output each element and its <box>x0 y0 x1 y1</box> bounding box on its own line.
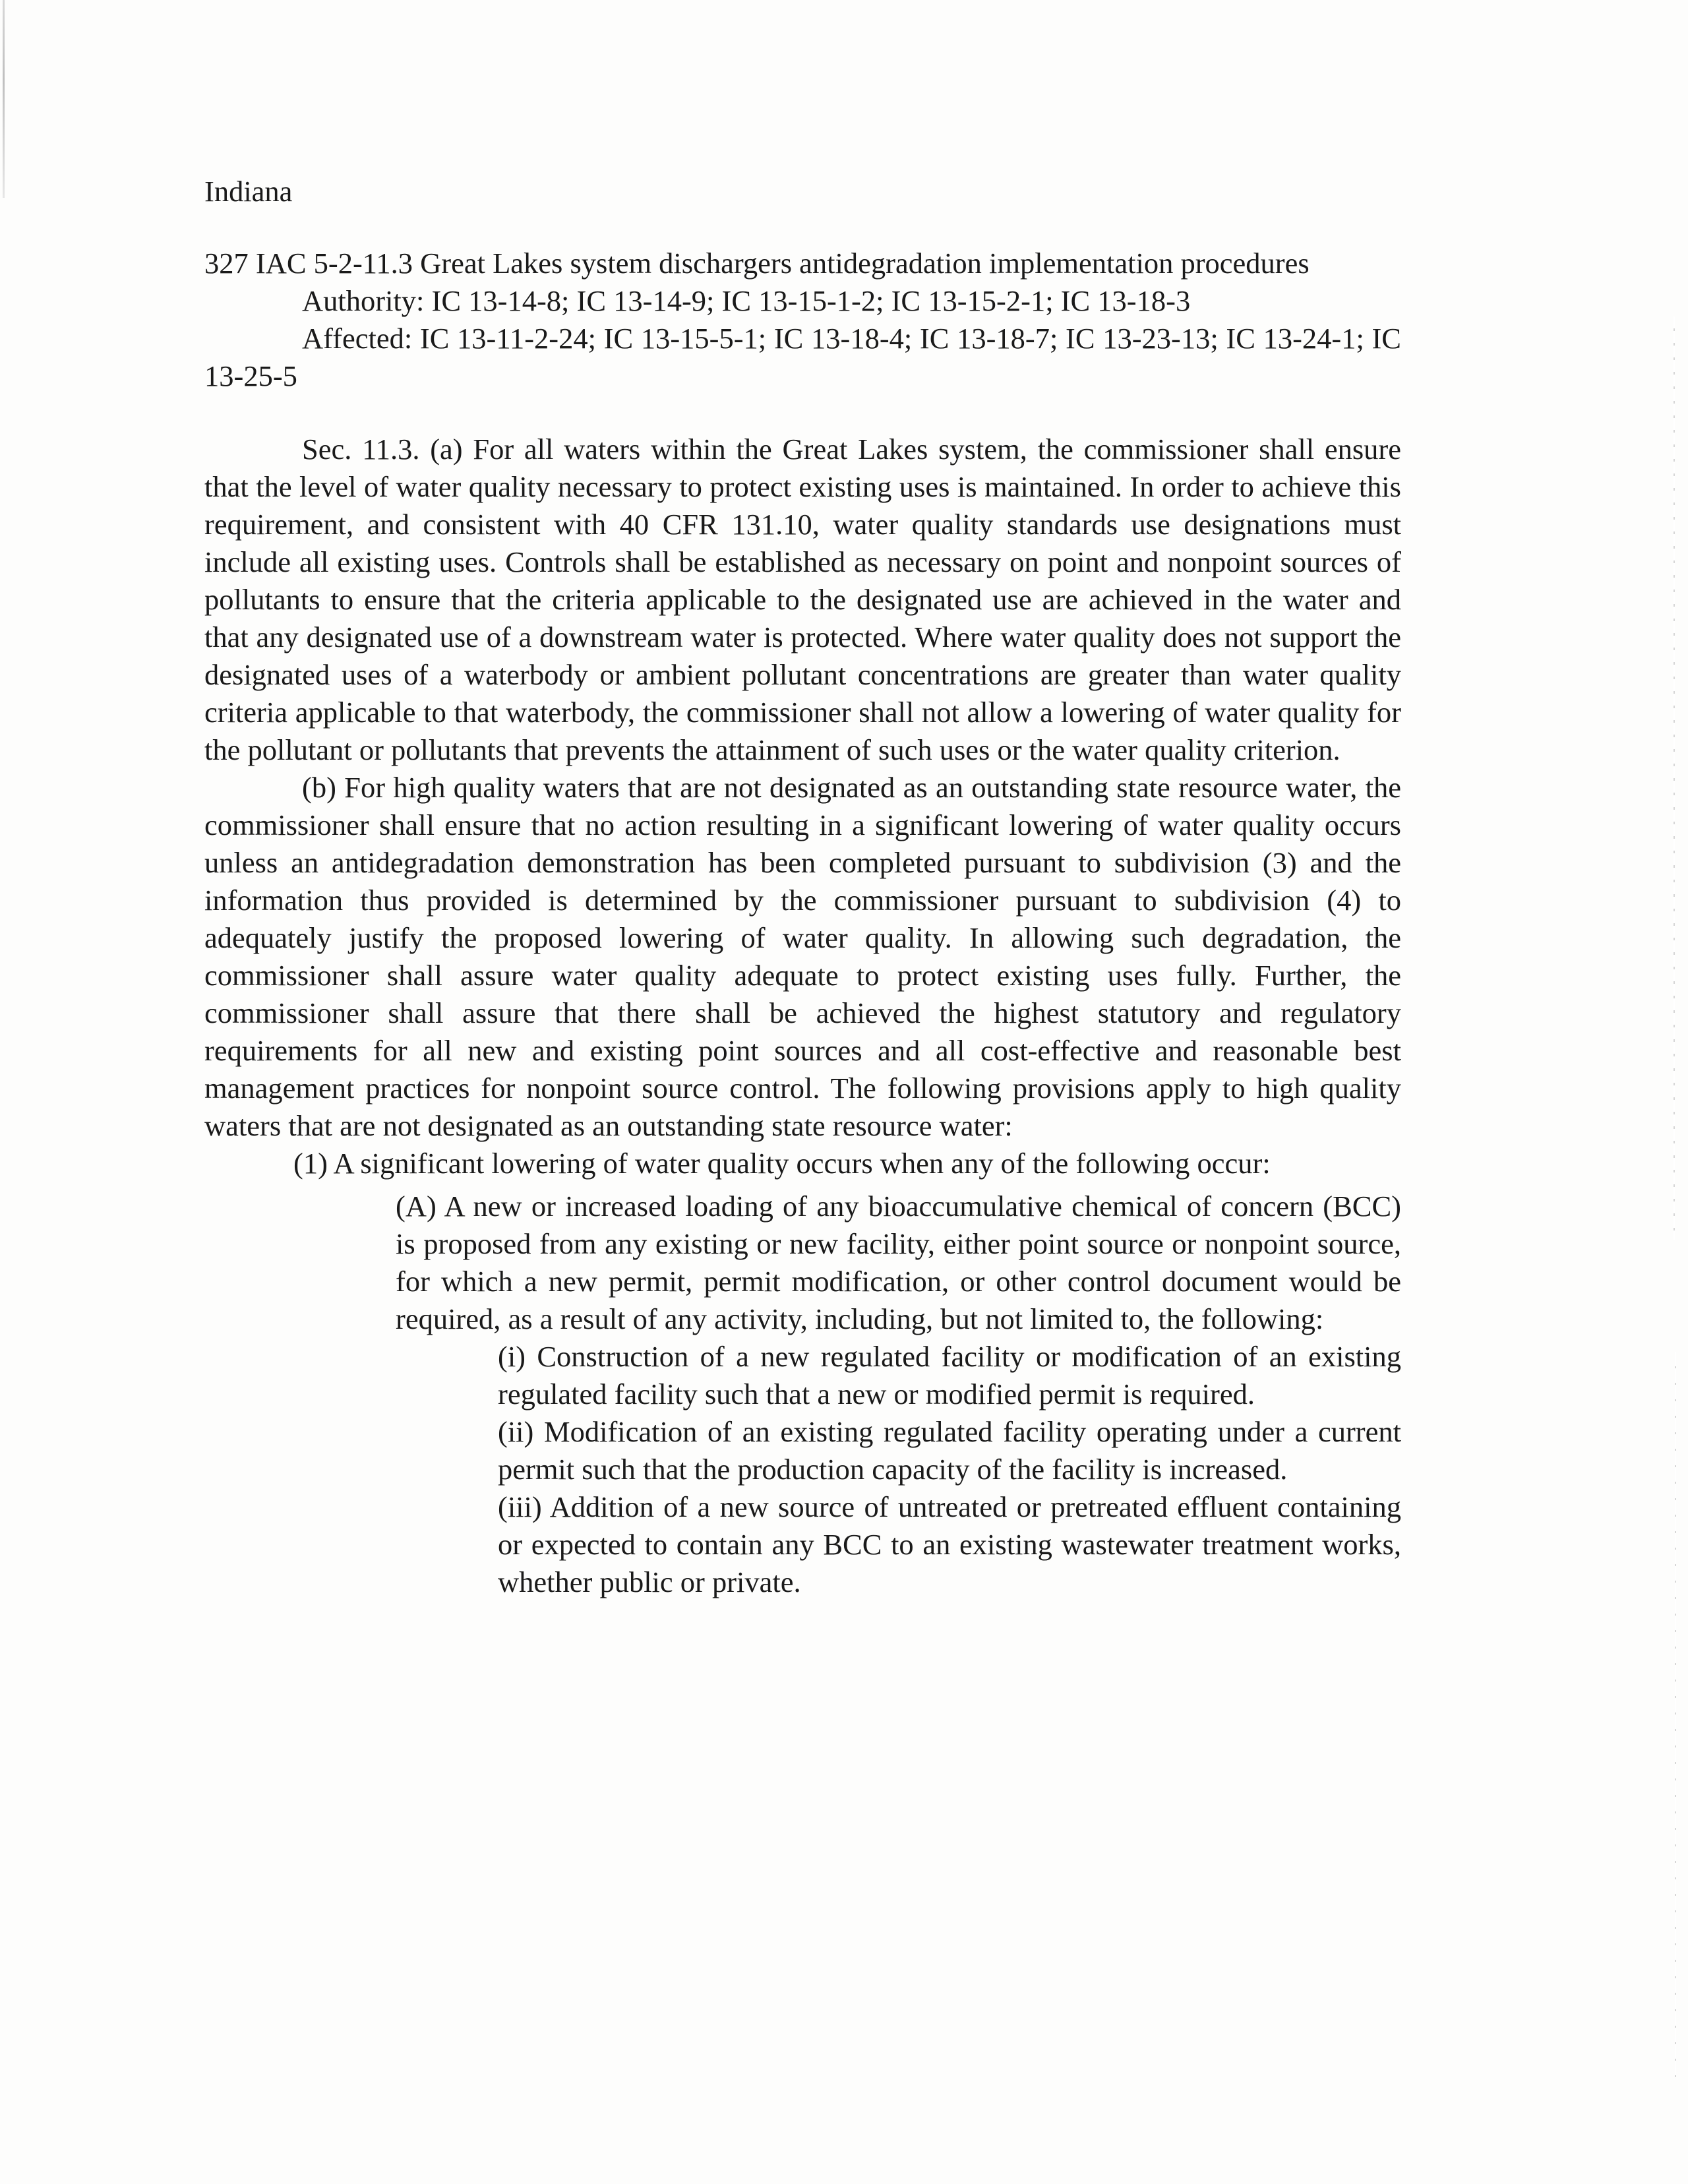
scan-edge-right-lower <box>1675 1352 1676 2077</box>
scan-edge-right <box>1673 317 1675 1240</box>
affected-line: Affected: IC 13-11-2-24; IC 13-15-5-1; IC 13-18-4; IC 13-18-7; IC 13-23-13; IC 13-24-1; IC 13-25-5 <box>204 322 1401 392</box>
rule-title: 327 IAC 5-2-11.3 Great Lakes system dischargers antidegradation implementation procedures <box>204 247 1310 280</box>
document-body <box>204 173 1401 1601</box>
section-b-paragraph: (b) For high quality waters that are not designated as an outstanding state resource water, the commissioner shall ensure that no action resulting in a significant lowering of water quality occurs unless an antidegradation demonstration has been completed pursuant to subdivision (3) and the information thus provided is determined by the commissioner pursuant to subdivision (4) to adequately justify the proposed lowering of water quality. In allowing such degradation, the commissioner shall assure water quality adequate to protect existing uses fully. Further, the commissioner shall assure that there shall be achieved the highest statutory and regulatory requirements for all new and existing point sources and all cost-effective and reasonable best management practices for nonpoint source control. The following provisions apply to high quality waters that are not designated as an outstanding state resource water: <box>204 771 1401 1142</box>
item-ii: (ii) Modification of an existing regulated facility operating under a current permit such that the production capacity of the facility is increased. <box>498 1415 1401 1486</box>
subdivision-1: (1) A significant lowering of water quality occurs when any of the following occur: <box>293 1147 1271 1180</box>
item-iii: (iii) Addition of a new source of untreated or pretreated effluent containing or expected to contain any BCC to an existing wastewater treatment works, whether public or private. <box>498 1490 1401 1598</box>
section-a-paragraph: Sec. 11.3. (a) For all waters within the Great Lakes system, the commissioner shall ensure that the level of water quality necessary to protect existing uses is maintained. In order to achieve this requirement, and consistent with 40 CFR 131.10, water quality standards use designations must include all existing uses. Controls shall be established as necessary on point and nonpoint sources of pollutants to ensure that the criteria applicable to the designated use are achieved in the water and that any designated use of a downstream water is protected. Where water quality does not support the designated uses of a waterbody or ambient pollutant concentrations are greater than water quality criteria applicable to that waterbody, the commissioner shall not allow a lowering of water quality for the pollutant or pollutants that prevents the attainment of such uses or the water quality criterion. <box>204 433 1401 766</box>
state-heading: Indiana <box>204 175 293 208</box>
scan-edge-left <box>3 0 5 198</box>
clause-A: (A) A new or increased loading of any bioaccumulative chemical of concern (BCC) is proposed from any existing or new facility, either point source or nonpoint source, for which a new permit, permit modification, or other control document would be required, as a result of any activity, including, but not limited to, the following: <box>396 1190 1401 1335</box>
item-i: (i) Construction of a new regulated facility or modification of an existing regulated facility such that a new or modified permit is required. <box>498 1340 1401 1410</box>
authority-line: Authority: IC 13-14-8; IC 13-14-9; IC 13-15-1-2; IC 13-15-2-1; IC 13-18-3 <box>302 284 1191 317</box>
